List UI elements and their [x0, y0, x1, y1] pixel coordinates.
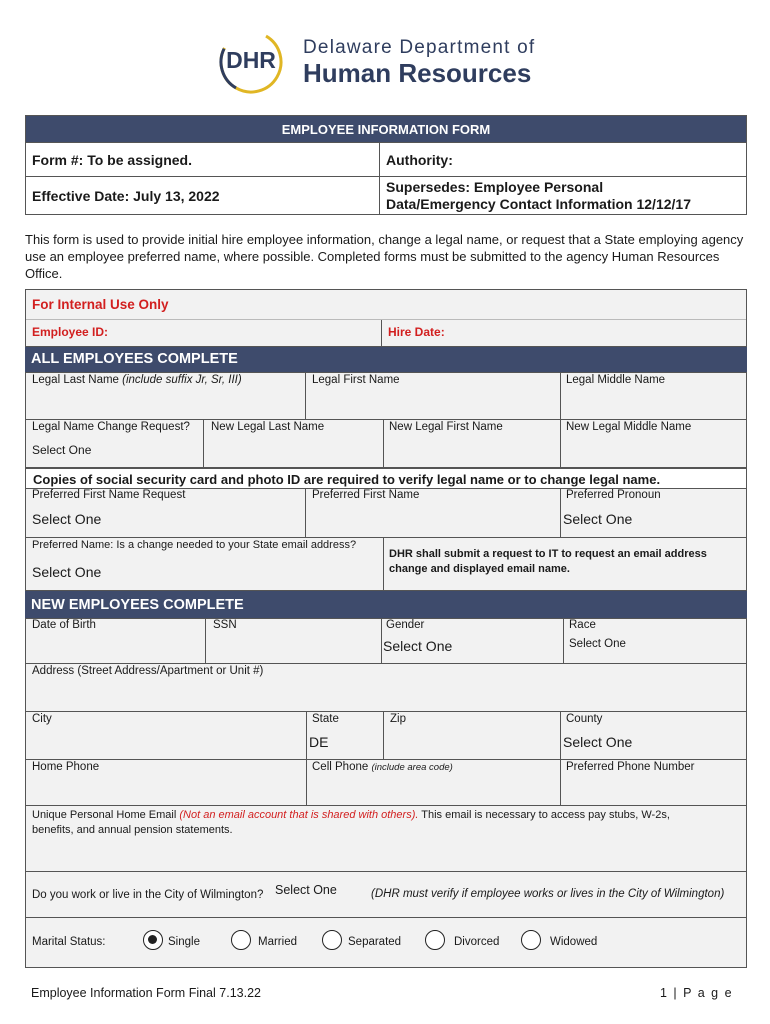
county-label: County — [566, 713, 603, 725]
email-change-select[interactable]: Select One — [32, 564, 102, 580]
col-divider — [560, 711, 561, 805]
personal-email-note2: benefits, and annual pension statements. — [32, 824, 233, 836]
name-change-request-label: Legal Name Change Request? — [32, 421, 190, 433]
logo-hr-line: Human Resources — [303, 58, 532, 88]
race-select[interactable]: Select One — [569, 638, 626, 650]
legal-last-name-text: Legal Last Name — [32, 374, 119, 386]
all-employees-bar: ALL EMPLOYEES COMPLETE — [25, 347, 747, 372]
legal-last-name-label — [32, 374, 242, 386]
cell-phone-label — [312, 761, 453, 773]
preferred-pronoun-label: Preferred Pronoun — [566, 489, 661, 501]
legal-first-name-label: Legal First Name — [312, 374, 400, 386]
marital-option-widowed: Widowed — [550, 936, 598, 948]
preferred-first-name-label: Preferred First Name — [312, 489, 420, 501]
row-divider — [26, 711, 746, 712]
col-divider — [383, 537, 384, 590]
date-of-birth-label: Date of Birth — [32, 619, 96, 631]
city-label: City — [32, 713, 52, 725]
internal-use-box — [25, 289, 747, 347]
address-label: Address (Street Address/Apartment or Unit #) — [32, 665, 264, 677]
footer-form-version: Employee Information Form Final 7.13.22 — [31, 986, 261, 1000]
row-divider — [26, 871, 746, 872]
col-divider — [305, 489, 306, 537]
marital-status-label: Marital Status: — [32, 936, 106, 948]
name-change-request-select[interactable]: Select One — [32, 443, 92, 457]
personal-email-note: This email is necessary to access pay stubs, W-2s, — [421, 809, 670, 821]
new-employees-bar: NEW EMPLOYEES COMPLETE — [25, 591, 747, 618]
email-change-question: Preferred Name: Is a change needed to your State email address? — [32, 539, 357, 551]
internal-use-title: For Internal Use Only — [32, 297, 169, 312]
home-phone-label: Home Phone — [32, 761, 100, 773]
effective-date: Effective Date: July 13, 2022 — [26, 177, 380, 214]
personal-email-label — [32, 808, 670, 838]
row-divider — [26, 537, 746, 538]
cell-phone-hint: (include area code) — [371, 762, 453, 773]
marital-option-separated: Separated — [348, 936, 402, 948]
zip-label: Zip — [390, 713, 406, 725]
logo-department-line: Delaware Department of — [303, 37, 536, 58]
col-divider — [560, 373, 561, 467]
row-divider — [26, 419, 746, 420]
state-select[interactable]: DE — [309, 734, 329, 750]
dhr-logo — [213, 25, 563, 100]
col-divider — [383, 419, 384, 467]
wilmington-question: Do you work or live in the City of Wilmington? — [32, 889, 264, 901]
copies-note: Copies of social security card and photo ID are required to verify legal name or to change legal name. — [25, 468, 747, 489]
preferred-phone-label: Preferred Phone Number — [566, 761, 695, 773]
gender-label: Gender — [386, 619, 425, 631]
col-divider — [305, 373, 306, 419]
supersedes-line2: Data/Emergency Contact Information 12/12/17 — [386, 195, 691, 212]
new-legal-middle-name-label: New Legal Middle Name — [566, 421, 692, 433]
race-label: Race — [569, 619, 596, 631]
marital-radio-divorced[interactable] — [425, 930, 445, 950]
col-divider — [203, 419, 204, 467]
internal-divider-v — [381, 320, 382, 347]
form-number: Form #: To be assigned. — [26, 143, 380, 176]
preferred-first-name-request-label: Preferred First Name Request — [32, 489, 186, 501]
footer-page-number: 1 | P a g e — [660, 986, 734, 1000]
col-divider — [381, 619, 382, 663]
marital-option-divorced: Divorced — [454, 936, 500, 948]
marital-radio-widowed[interactable] — [521, 930, 541, 950]
cell-phone-text: Cell Phone — [312, 761, 369, 773]
marital-option-married: Married — [258, 936, 297, 948]
legal-last-name-hint: (include suffix Jr, Sr, III) — [122, 374, 242, 386]
all-employees-fields — [25, 372, 747, 468]
form-title: EMPLOYEE INFORMATION FORM — [26, 116, 746, 143]
logo-mark: DHR — [226, 47, 276, 73]
preferred-first-name-request-select[interactable]: Select One — [32, 511, 102, 527]
ssn-label: SSN — [213, 619, 237, 631]
row-divider — [26, 663, 746, 664]
legal-middle-name-label: Legal Middle Name — [566, 374, 666, 386]
row-divider — [26, 917, 746, 918]
county-select[interactable]: Select One — [563, 734, 633, 750]
col-divider — [563, 619, 564, 663]
new-legal-last-name-label: New Legal Last Name — [211, 421, 325, 433]
col-divider — [306, 711, 307, 805]
marital-radio-married[interactable] — [231, 930, 251, 950]
gender-select[interactable]: Select One — [383, 638, 453, 654]
supersedes-line1: Supersedes: Employee Personal — [386, 178, 604, 195]
hire-date-label: Hire Date: — [388, 325, 445, 339]
state-label: State — [312, 713, 339, 725]
authority: Authority: — [386, 151, 453, 168]
marital-radio-separated[interactable] — [322, 930, 342, 950]
intro-paragraph: This form is used to provide initial hire employee information, change a legal name, or request that a State employing agency use an employee preferred name, where possible. Completed forms must be submitted to the agency Human Resources Office. — [25, 232, 744, 281]
marital-option-single: Single — [168, 936, 200, 948]
personal-email-text: Unique Personal Home Email — [32, 809, 177, 821]
new-legal-first-name-label: New Legal First Name — [389, 421, 503, 433]
row-divider — [26, 759, 746, 760]
wilmington-note: (DHR must verify if employee works or lives in the City of Wilmington) — [371, 888, 725, 900]
col-divider — [383, 711, 384, 759]
col-divider — [560, 489, 561, 537]
marital-radio-single[interactable] — [143, 930, 163, 950]
employee-id-label: Employee ID: — [32, 325, 109, 339]
supersedes — [380, 177, 746, 214]
form-header-table — [25, 115, 747, 215]
row-divider — [26, 805, 746, 806]
preferred-pronoun-select[interactable]: Select One — [563, 511, 633, 527]
dhr-email-note: DHR shall submit a request to IT to request an email address change and displayed email name. — [389, 548, 707, 575]
internal-divider-h — [26, 319, 746, 320]
col-divider — [205, 619, 206, 663]
wilmington-select[interactable]: Select One — [275, 883, 337, 897]
new-employees-fields — [25, 618, 747, 968]
personal-email-warning: (Not an email account that is shared with others). — [179, 809, 419, 821]
